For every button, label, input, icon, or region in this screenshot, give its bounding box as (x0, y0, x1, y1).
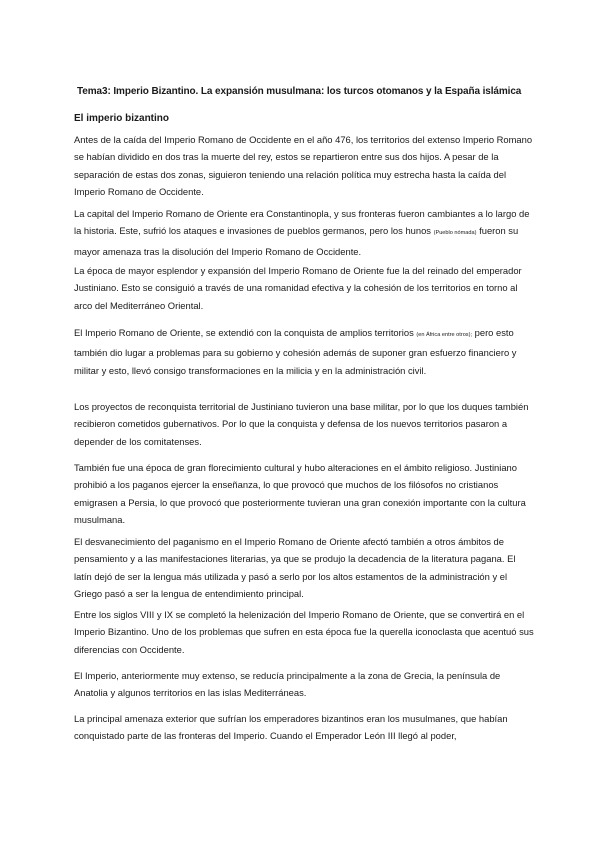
paragraph-2-text-b: fueron su mayor amenaza tras la disolución del Imperio Romano de Occidente. (74, 225, 519, 257)
paragraph-2 (74, 205, 534, 260)
paragraph-1: Antes de la caída del Imperio Romano de Occidente en el año 476, los territorios del extenso Imperio Romano se habían dividido en dos tras la muerte del rey, estos se repartieron entre sus dos hijos. A pesar de la separación de estas dos zonas, siguieron teniendo una relación política muy estrecha hasta la caída del Imperio Romano de Occidente. (74, 134, 533, 197)
paragraph-7: El desvanecimiento del paganismo en el Imperio Romano de Oriente afectó también a otros ámbitos de pensamiento y a las manifestaciones literarias, ya que se produjo la decadencia de la literatura pagana. El latín dejó de ser la lengua más utilizada y pasó a serlo por los altos estamentos de la administración y el Griego pasó a ser la lengua de entendimiento principal. (74, 536, 516, 599)
paragraph-4 (74, 324, 534, 379)
paragraph-8: Entre los siglos VIII y IX se completó la helenización del Imperio Romano de Oriente, que se convertirá en el Imperio Bizantino. Uno de los problemas que sufren en esta época fue la querella iconoclasta que acentuó sus diferencias con Occidente. (74, 609, 534, 655)
paragraph-2-text-a: La capital del Imperio Romano de Oriente era Constantinopla, y sus fronteras fueron cambiantes a lo largo de la historia. Este, sufrió los ataques e invasiones de pueblos germanos, pero los hunos (74, 208, 530, 237)
paragraph-4-note: (en África entre otros); (416, 332, 473, 338)
paragraph-10: La principal amenaza exterior que sufrían los emperadores bizantinos eran los musulmanes, que habían conquistado parte de las fronteras del Imperio. Cuando el Emperador León III llegó al poder, (74, 713, 508, 742)
paragraph-9: El Imperio, anteriormente muy extenso, se reducía principalmente a la zona de Grecia, la península de Anatolia y algunos territorios en las islas Mediterráneas. (74, 670, 501, 699)
document-title: Tema3: Imperio Bizantino. La expansión musulmana: los turcos otomanos y la España islámica (77, 86, 522, 97)
section-heading: El imperio bizantino (74, 113, 170, 124)
paragraph-6: También fue una época de gran florecimiento cultural y hubo alteraciones en el ámbito religioso. Justiniano prohibió a los paganos ejercer la enseñanza, lo que provocó que muchos de los filósofos no cristianos emigrasen a Persia, lo que provocó que posteriormente tuvieran una gran conexión importante con la cultura musulmana. (74, 462, 526, 525)
paragraph-3: La época de mayor esplendor y expansión del Imperio Romano de Oriente fue la del reinado del emperador Justiniano. Esto se consiguió a través de una romanidad efectiva y la cohesión de los territorios en torno al arco del Mediterráneo Oriental. (74, 265, 522, 311)
paragraph-4-text-a: El Imperio Romano de Oriente, se extendió con la conquista de amplios territorios (74, 327, 417, 338)
paragraph-5: Los proyectos de reconquista territorial de Justiniano tuvieron una base militar, por lo que los duques también recibieron cometidos gubernativos. Por lo que la conquista y defensa de los nuevos territorios pasaron a depender de los comitatenses. (74, 401, 529, 447)
paragraph-4-text-b: pero esto también dio lugar a problemas para su gobierno y cohesión además de suponer gran esfuerzo financiero y militar y esto, llevó consigo transformaciones en la milicia y en la administración civil. (74, 327, 517, 376)
paragraph-2-note: (Pueblo nómada) (433, 230, 477, 237)
